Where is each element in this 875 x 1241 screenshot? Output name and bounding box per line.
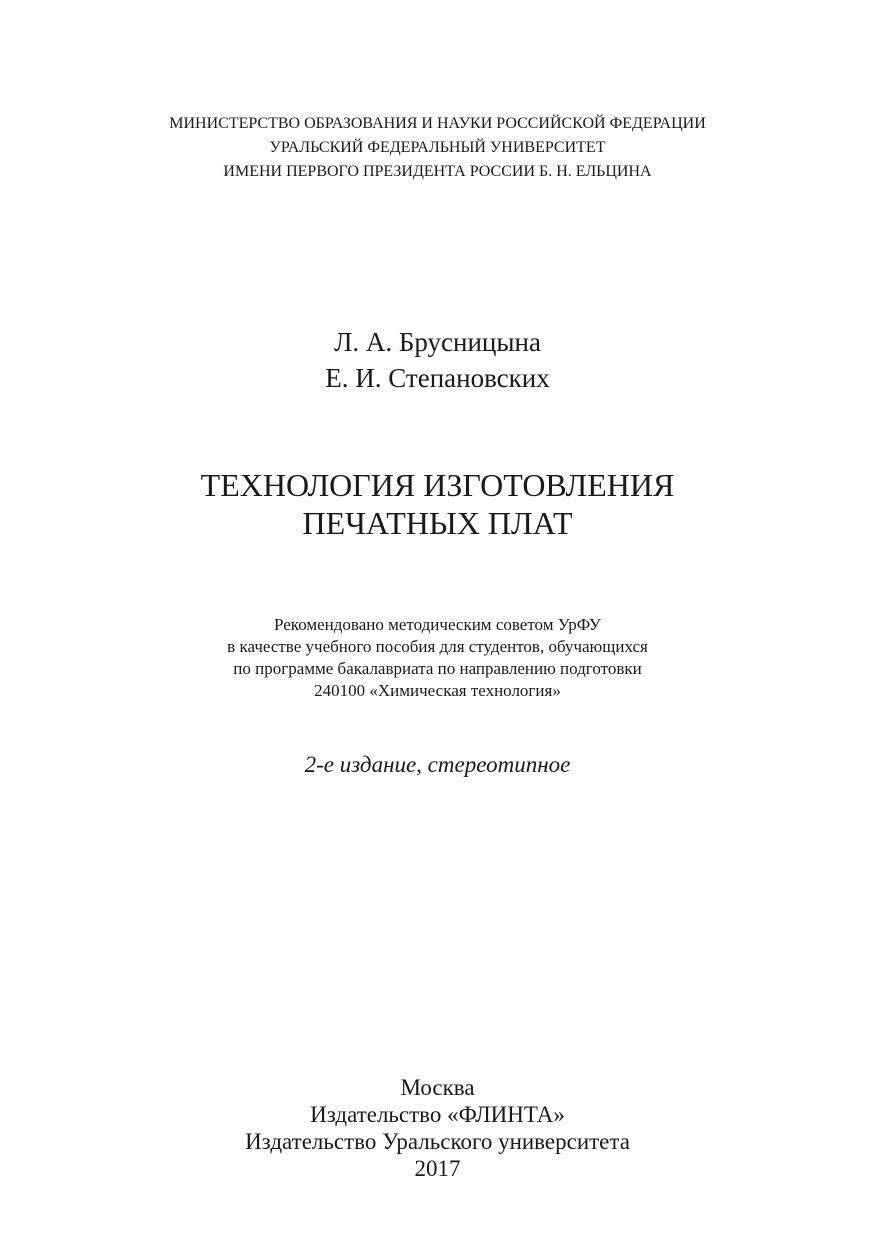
recommendation-line: в качестве учебного пособия для студентов, обучающихся: [227, 637, 648, 656]
edition-text: 2-е издание, стереотипное: [304, 752, 571, 777]
imprint-city: Москва: [400, 1075, 475, 1100]
imprint-year: 2017: [414, 1156, 461, 1181]
imprint: [0, 1074, 875, 1182]
recommendation-line: 240100 «Химическая технология»: [314, 681, 561, 700]
author-name: Е. И. Степановских: [325, 363, 550, 393]
author-name: Л. А. Брусницына: [334, 327, 541, 357]
university-line: УРАЛЬСКИЙ ФЕДЕРАЛЬНЫЙ УНИВЕРСИТЕТ: [269, 139, 606, 156]
publisher-name: Издательство «ФЛИНТА»: [310, 1102, 565, 1127]
authors: [0, 324, 875, 396]
recommendation-line: по программе бакалавриата по направлению подготовки: [233, 659, 642, 678]
recommendation-note: [0, 614, 875, 702]
book-title-line: ПЕЧАТНЫХ ПЛАТ: [302, 505, 573, 541]
recommendation-line: Рекомендовано методическим советом УрФУ: [274, 615, 601, 634]
book-title-line: ТЕХНОЛОГИЯ ИЗГОТОВЛЕНИЯ: [200, 467, 675, 503]
ministry-line: МИНИСТЕРСТВО ОБРАЗОВАНИЯ И НАУКИ РОССИЙСКОЙ ФЕДЕРАЦИИ: [169, 115, 706, 132]
book-title: [0, 466, 875, 542]
university-named-line: ИМЕНИ ПЕРВОГО ПРЕЗИДЕНТА РОССИИ Б. Н. ЕЛЬЦИНА: [223, 163, 652, 180]
publisher-name: Издательство Уральского университета: [245, 1129, 630, 1154]
institution-header: [0, 112, 875, 184]
edition-note: [0, 750, 875, 780]
